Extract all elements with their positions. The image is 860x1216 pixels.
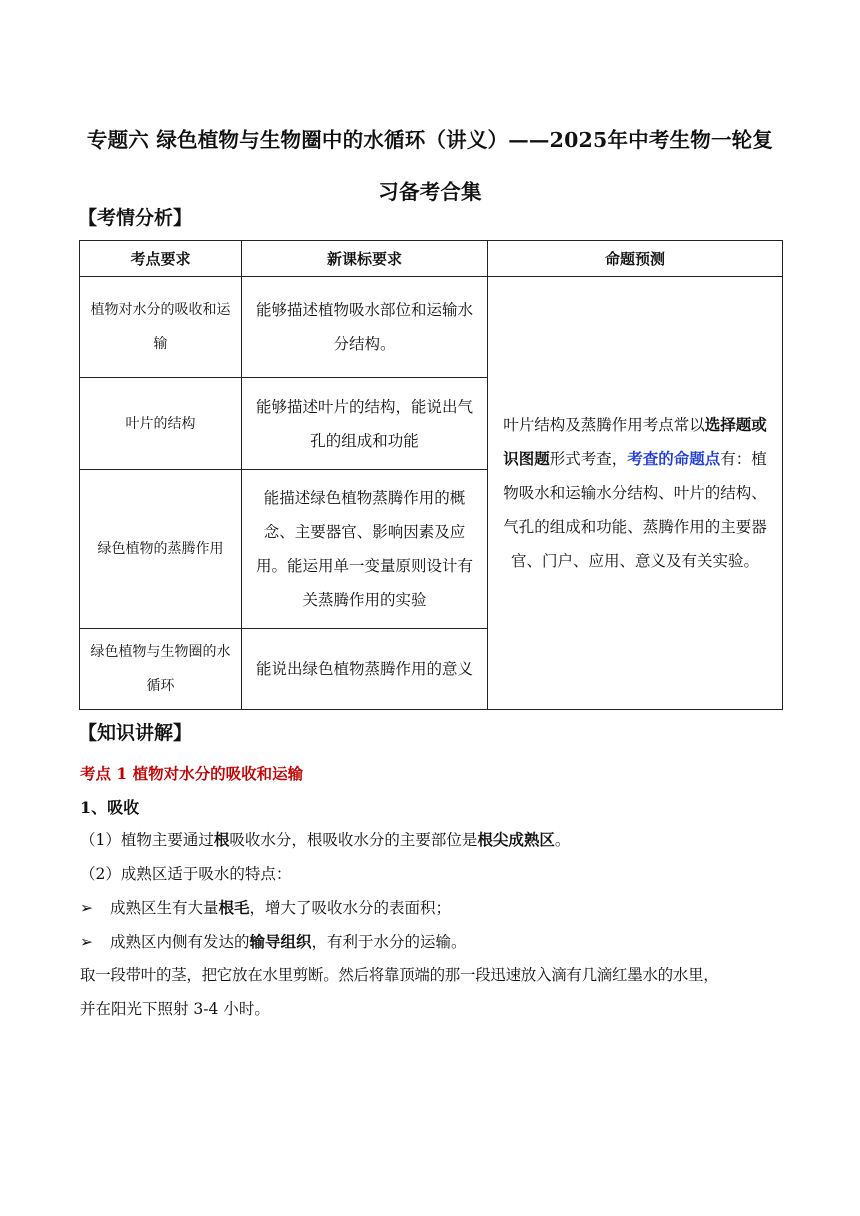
text-run: 成熟区生有大量: [110, 899, 219, 917]
table-header-cell: 新课标要求: [242, 241, 488, 277]
text-run: ，增大了吸收水分的表面积；: [249, 899, 452, 917]
prediction-highlight: 考查的命题点: [627, 449, 721, 468]
section-heading-knowledge: 【知识讲解】: [78, 722, 193, 744]
paragraph-line: 并在阳光下照射 3-4 小时。: [80, 1000, 270, 1018]
text-run: 。: [554, 831, 571, 849]
prediction-cell: [488, 277, 783, 710]
bold-term: 输导组织: [249, 932, 312, 951]
prediction-text: 有：植物吸水和运输水分结构、叶片的结构、气孔的组成和功能、蒸腾作用的主要器官、门户、应用、意义及有关实验。: [503, 450, 767, 570]
standard-requirement-cell: 能够描述植物吸水部位和运输水分结构。: [242, 277, 488, 378]
table-header-row: [80, 241, 783, 277]
bold-term: 根尖成熟区: [477, 830, 555, 849]
bullet-item: [80, 896, 451, 918]
exam-point-cell: 绿色植物的蒸腾作用: [80, 470, 242, 629]
exam-point-cell: 植物对水分的吸收和运输: [80, 277, 242, 378]
paragraph-item-1: [80, 828, 570, 850]
paragraph-item-2: （2）成熟区适于吸水的特点：: [80, 865, 292, 883]
table-header-cell: 考点要求: [80, 241, 242, 277]
paragraph-line: 取一段带叶的茎，把它放在水里剪断。然后将靠顶端的那一段迅速放入滴有几滴红墨水的水里，: [80, 966, 719, 984]
standard-requirement-cell: 能说出绿色植物蒸腾作用的意义: [242, 629, 488, 710]
text-run: 吸收水分，根吸收水分的主要部位是: [229, 831, 478, 849]
arrow-bullet-icon: ➢: [80, 899, 93, 917]
title-line-1: 专题六 绿色植物与生物圈中的水循环（讲义）——2025年中考生物一轮复: [86, 128, 774, 152]
standard-requirement-cell: 能够描述叶片的结构，能说出气孔的组成和功能: [242, 378, 488, 470]
exam-analysis-table: [79, 240, 783, 710]
exam-point-cell: 叶片的结构: [80, 378, 242, 470]
text-run: ，有利于水分的运输。: [311, 933, 467, 951]
text-run: 成熟区内侧有发达的: [110, 933, 250, 951]
bold-term: 根: [213, 830, 230, 849]
bullet-item: [80, 930, 467, 952]
table-header-cell: 命题预测: [488, 241, 783, 277]
exam-point-cell: 绿色植物与生物圈的水循环: [80, 629, 242, 710]
arrow-bullet-icon: ➢: [80, 933, 93, 951]
topic-heading: 考点 1 植物对水分的吸收和运输: [80, 764, 304, 783]
prediction-emphasis: 选择题或识图题: [503, 415, 767, 468]
bold-term: 根毛: [218, 898, 250, 917]
standard-requirement-cell: 能描述绿色植物蒸腾作用的概念、主要器官、影响因素及应用。能运用单一变量原则设计有关蒸腾作用的实验: [242, 470, 488, 629]
table-row: [80, 277, 783, 378]
title-line-2: 习备考合集: [378, 180, 482, 204]
prediction-text: 叶片结构及蒸腾作用考点常以: [503, 416, 705, 434]
section-heading-analysis: 【考情分析】: [78, 207, 193, 229]
subheading-absorption: 1、吸收: [80, 798, 140, 817]
text-run: （1）植物主要通过: [80, 831, 214, 849]
prediction-text: 形式考查，: [549, 450, 628, 468]
